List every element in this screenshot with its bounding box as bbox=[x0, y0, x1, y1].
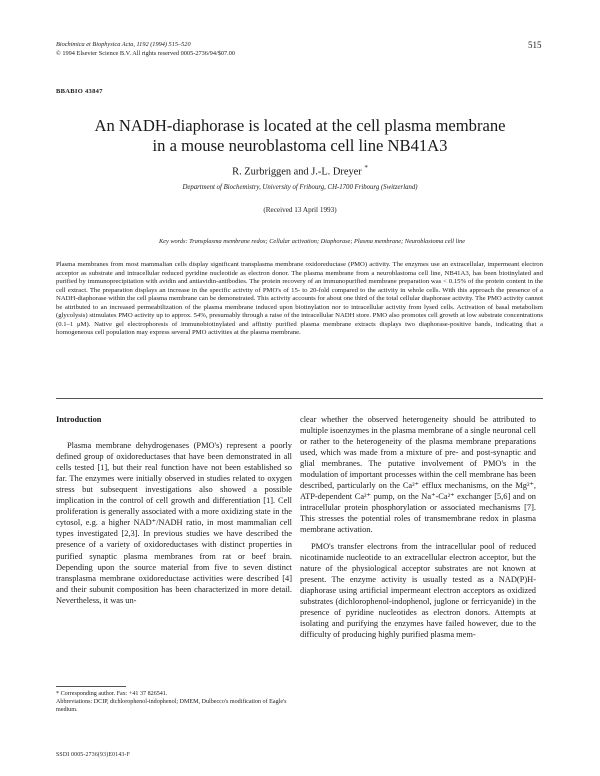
authors bbox=[40, 164, 560, 177]
footnotes bbox=[56, 690, 292, 714]
page-number: 515 bbox=[528, 40, 542, 50]
body-paragraph: clear whether the observed heterogeneity should be attributed to multiple isoenzymes in the plasma membrane of a single neuronal cell or rather to the heterogeneity of the plasma membrane preparations used, which was made from a mixture of pre- and post-synaptic and glial membranes. The putative involvement of PMO's in the modulation of important processes within the cell membrane has been described, particularly on the Ca²⁺ efflux mechanisms, on the Mg²⁺, ATP-dependent Ca²⁺ pump, on the Na⁺-Ca²⁺ exchanger [5,6] and on intracellular protein phosphorylation or associated mechanisms [7]. This stresses the potential roles of transmembrane redox in plasma membrane activation. bbox=[300, 415, 536, 535]
copyright-line: © 1994 Elsevier Science B.V. All rights reserved 0005-2736/94/$07.00 bbox=[56, 50, 236, 57]
section-divider bbox=[56, 398, 543, 399]
body-paragraph: Plasma membrane dehydrogenases (PMO's) represent a poorly defined group of oxidoreductases that have been demonstrated in all cells tested [1], but their real function have not been established so far. The enzymes were initially observed in studies related to oxygen stress but subsequent investigations also showed a possible implication in the control of cell growth and differentiation [1]. Cell proliferation is generally associated with a more oxidizing state in the cytosol, e.g. a higher NAD⁺/NADH ratio, in most mammalian cell types investigated [2,3]. In previous studies we have described the presence of a variety of oxidoreductases with distinct properties in purified synaptic plasma membranes from rat or beef brain. Depending upon the source material from five to seven distinct transplasma membrane oxidoreductase activities were described [4] and their subunit composition has been characterized in more detail. Nevertheless, it was un- bbox=[56, 441, 292, 605]
section-heading: Introduction bbox=[56, 415, 102, 424]
journal-line: Biochimica et Biophysica Acta, 1192 (1994) 515–520 bbox=[56, 41, 191, 48]
corresponding-author-note: * Corresponding author. Fax: +41 37 826541. bbox=[56, 691, 168, 697]
title-line-2: in a mouse neuroblastoma cell line NB41A3 bbox=[152, 136, 448, 155]
article-title bbox=[40, 116, 560, 156]
abstract: Plasma membranes from most mammalian cells display significant transplasma membrane oxidoreductase (PMO) activity. The enzymes use an extracellular, impermeant electron acceptor as substrate and intracellular reduced pyridine nucleotide as electron donor. The plasma membrane from a neuroblastoma cell line, NB41A3, has been biotinylated and purified by immunoprecipitation with avidin and antiavidin-antibodies. The protein recovery of an immunopurified membrane preparation was < 0.15% of the protein content in the cell extract. The preparation displays an increase in the specific activity of PMO's of 15- to 20-fold compared to the activity in whole cells. With this approach the presence of a NADH-diaphorase within the cell plasma membrane can be demonstrated. This activity accounts for about one third of the total cellular diaphorase activity. The PMO activity cannot be attributed to an increased permeabilization of the plasma membrane induced upon biotinylation nor to intracellular activity from lysed cells. Activation of basal metabolism (glycolysis) stimulates PMO activity up to approx. 54%, presumably through a raise of the intracellular NADH store. PMO also promotes cell growth at low substrate concentrations (0.1–1 μM). Native gel electrophoresis of immunobiotinylated and affinity purified plasma membrane extracts displays two diaphorase-positive bands, indicating that a homogeneous cell population may express several PMO activities at the plasma membrane. bbox=[56, 261, 543, 337]
left-column bbox=[56, 414, 292, 606]
article-code: BBABIO 43847 bbox=[56, 88, 103, 95]
footnote-divider bbox=[56, 686, 126, 687]
body-paragraph: PMO's transfer electrons from the intracellular pool of reduced nicotinamide nucleotide to an extracellular electron acceptor, but the nature of the physiological acceptor substrates are not known at present. The enzyme activity is usually tested as a NAD(P)H-diaphorase using artificial impermeant electron acceptors as oxidized substrates (dichlorophenol-indophenol, juglone or ferricyanide) in the presence of pyridine nucleotides as electron donors. Attempts at isolating and purifying the enzymes have failed however, due to the difficulty of producing highly purified plasma mem- bbox=[300, 541, 536, 639]
right-column bbox=[300, 414, 536, 640]
keywords: Key words: Transplasma membrane redox; Cellular activation; Diaphorase; Plasma membrane; Neuroblastoma cell line bbox=[158, 238, 466, 245]
received-date: (Received 13 April 1993) bbox=[263, 206, 337, 214]
journal-citation bbox=[56, 40, 486, 58]
author-names: R. Zurbriggen and J.-L. Dreyer bbox=[232, 166, 362, 178]
title-line-1: An NADH-diaphorase is located at the cell plasma membrane bbox=[94, 116, 506, 135]
ssdi-code: SSDI 0005-2736(93)E0143-F bbox=[56, 752, 131, 758]
affiliation: Department of Biochemistry, University of Fribourg, CH-1700 Fribourg (Switzerland) bbox=[182, 184, 418, 191]
abbreviations-note: Abbreviations: DCIP, dichlorophenol-indophenol; DMEM, Dulbecco's modification of Eagle's medium. bbox=[56, 699, 287, 713]
corresponding-author-mark: * bbox=[364, 164, 368, 172]
